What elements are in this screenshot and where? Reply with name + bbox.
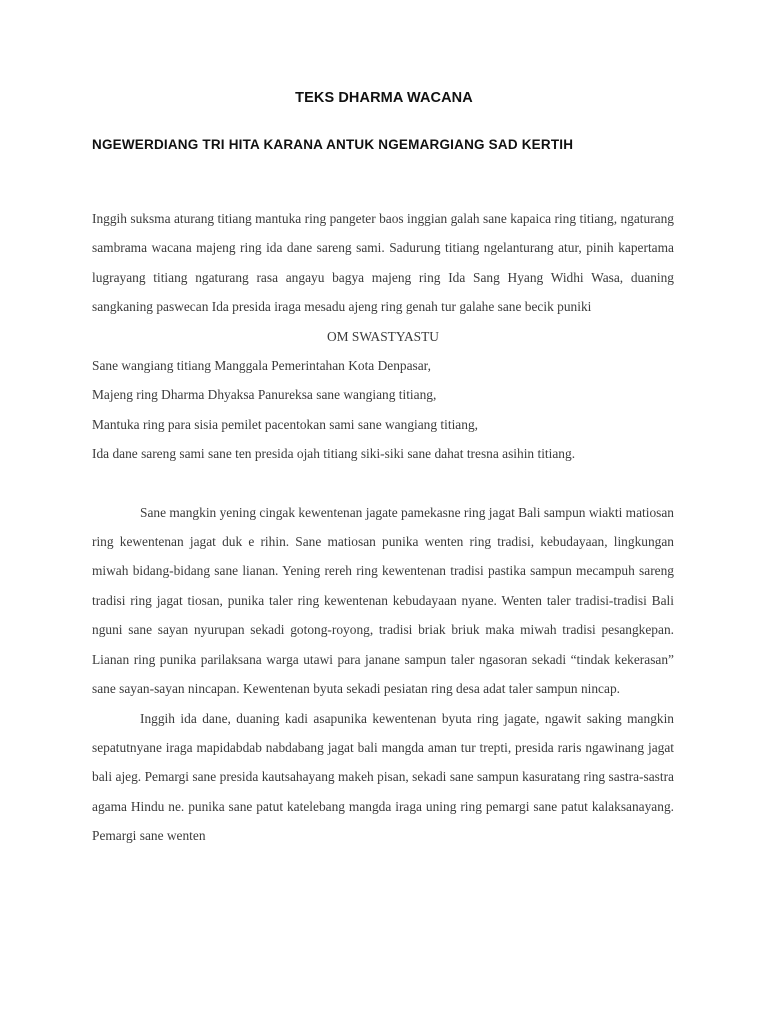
greeting-line: OM SWASTYASTU (327, 328, 439, 344)
salutation-line: Ida dane sareng sami sane ten presida ojah titiang siki-siki sane dahat tresna asihin titiang. (92, 446, 576, 462)
salutation-line: Sane wangiang titiang Manggala Pemerintahan Kota Denpasar, (92, 358, 431, 374)
paragraph-gap (92, 469, 674, 498)
document-body (92, 204, 674, 851)
document-subtitle: NGEWERDIANG TRI HITA KARANA ANTUK NGEMARGIANG SAD KERTIH (92, 137, 574, 152)
body-paragraph-1: Sane mangkin yening cingak kewentenan jagate pamekasne ring jagat Bali sampun wiakti matiosan ring kewentenan jagat duk e rihin. Sane matiosan punika wenten ring tradisi, kebudayaan, lingkungan miwah bidang-bidang sane lianan. Yening rereh ring kewentenan tradisi pastika sampun mecampuh sareng tradisi ring jagat tiosan, punika taler ring kewentenan kebudayaan nyane. Wenten taler tradisi-tradisi Bali nguni sane sayan nyurupan sekadi gotong-royong, tradisi briak briuk maka miwah tradisi pesangkepan. Lianan ring punika parilaksana warga utawi para janane sampun taler ngasoran sekadi “tindak kekerasan” sane sayan-sayan nincapan. Kewentenan byuta sekadi pesiatan ring desa adat taler sampun nincap. (92, 504, 674, 697)
salutation-line: Majeng ring Dharma Dhyaksa Panureksa sane wangiang titiang, (92, 387, 437, 403)
salutation-line: Mantuka ring para sisia pemilet pacentokan sami sane wangiang titiang, (92, 416, 478, 432)
intro-paragraph: Inggih suksma aturang titiang mantuka ring pangeter baos inggian galah sane kapaica ring titiang, ngaturang sambrama wacana majeng ring ida dane sareng sami. Sadurung titiang ngelanturang atur, pinih kapertama lugrayang titiang ngaturang rasa angayu bagya majeng ring Ida Sang Hyang Widhi Wasa, duaning sangkaning paswecan Ida presida iraga mesadu ajeng ring genah tur galahe sane becik puniki (92, 211, 674, 315)
body-paragraph-2: Inggih ida dane, duaning kadi asapunika kewentenan byuta ring jagate, ngawit saking mangkin sepatutnyane iraga mapidabdab nabdabang jagat bali mangda aman tur trepti, presida raris ngawinang jagat bali ajeg. Pemargi sane presida kautsahayang makeh pisan, sekadi sane sampun kasuratang ring sastra-sastra agama Hindu ne. punika sane patut katelebang mangda iraga uning ring pemargi sane patut kalaksanayang. Pemargi sane wenten (92, 710, 674, 844)
document-title: TEKS DHARMA WACANA (295, 90, 473, 106)
